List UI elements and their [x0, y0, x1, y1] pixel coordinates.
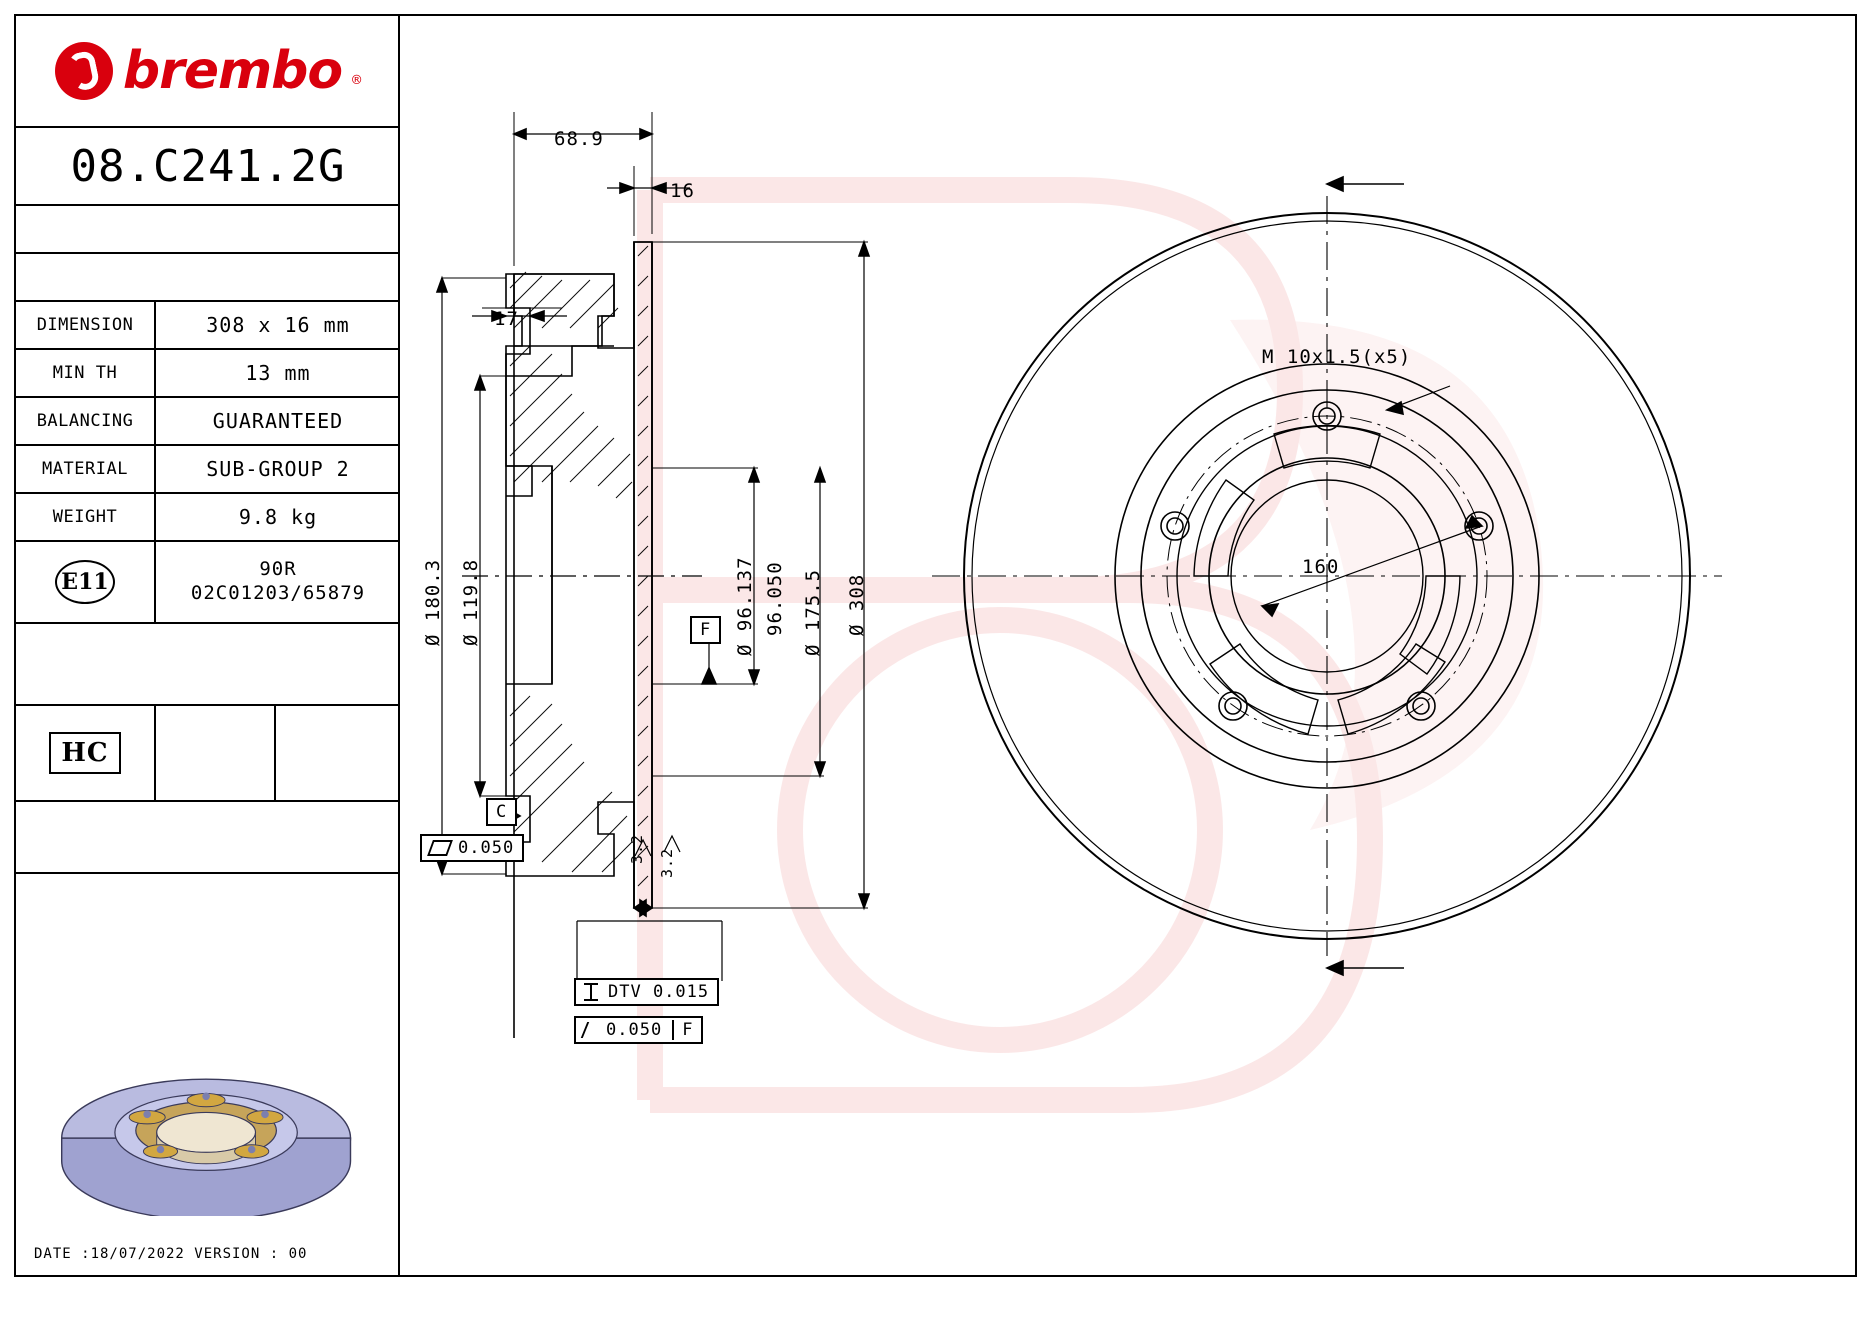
roughness-2: 3.2 — [658, 847, 676, 878]
runout-datum: F — [672, 1020, 693, 1040]
part-code — [16, 128, 400, 206]
approval-line-2: 02C01203/65879 — [190, 582, 366, 604]
blank-row-4 — [16, 802, 400, 874]
pcd-label: 160 — [1302, 556, 1340, 578]
roughness-1: 3.2 — [628, 833, 646, 864]
runout-symbol-icon — [581, 1022, 599, 1038]
dia-96-050: 96.050 — [764, 561, 786, 636]
dia-180-3: Ø 180.3 — [422, 558, 444, 646]
product-image — [16, 1026, 400, 1216]
datum-c: C — [486, 798, 517, 826]
thread-callout: M 10x1.5(x5) — [1262, 346, 1412, 368]
datum-f: F — [690, 616, 721, 644]
hc-badge-cell — [16, 706, 156, 800]
brand-wordmark: brembo — [122, 41, 343, 101]
spec-key: WEIGHT — [16, 494, 156, 540]
brembo-mark-icon — [55, 42, 113, 100]
dtv-value: DTV 0.015 — [608, 982, 710, 1002]
flatness-value: 0.050 — [458, 838, 515, 858]
spec-value: 13 mm — [245, 361, 311, 385]
spec-value: 9.8 kg — [238, 505, 318, 529]
parallelism-symbol-icon — [584, 983, 598, 1001]
hc-cell-3 — [276, 706, 400, 800]
spec-row-balancing — [16, 398, 400, 446]
dia-96-137: Ø 96.137 — [734, 556, 756, 656]
dia-308: Ø 308 — [846, 573, 868, 636]
spec-value: GUARANTEED — [212, 409, 344, 433]
spec-key: DIMENSION — [16, 302, 156, 348]
approval-values — [156, 542, 400, 622]
dim-16: 16 — [670, 180, 695, 202]
flatness-frame — [420, 834, 524, 862]
runout-frame — [574, 1016, 703, 1044]
approval-line-1: 90R — [259, 558, 297, 581]
brand-logo — [16, 16, 400, 128]
registered-mark: ® — [352, 71, 362, 89]
spec-key: BALANCING — [16, 398, 156, 444]
e11-badge-cell — [16, 542, 156, 622]
blank-row-1 — [16, 206, 400, 254]
spec-value: 308 x 16 mm — [206, 313, 350, 337]
blank-row-3 — [16, 624, 400, 706]
flatness-symbol-icon — [427, 840, 453, 856]
dia-119-8: Ø 119.8 — [460, 558, 482, 646]
dim-17: 17 — [494, 308, 519, 330]
e11-badge: E11 — [55, 560, 115, 604]
part-code-value: 08.C241.2G — [70, 140, 346, 192]
footer-date: DATE :18/07/2022 VERSION : 00 — [34, 1246, 308, 1262]
hc-cell-2 — [156, 706, 276, 800]
dim-68-9: 68.9 — [554, 128, 604, 150]
spec-row-material — [16, 446, 400, 494]
spec-key: MATERIAL — [16, 446, 156, 492]
runout-value: 0.050 — [606, 1020, 663, 1040]
spec-row-weight — [16, 494, 400, 542]
dia-175-5: Ø 175.5 — [802, 568, 824, 656]
spec-table — [16, 16, 400, 1275]
spec-value: SUB-GROUP 2 — [206, 457, 350, 481]
spec-key: MIN TH — [16, 350, 156, 396]
approval-row — [16, 542, 400, 624]
spec-row-dimension — [16, 302, 400, 350]
hc-badge: HC — [49, 732, 120, 774]
technical-drawing — [402, 16, 1857, 1275]
dtv-frame — [574, 978, 719, 1006]
hc-row — [16, 706, 400, 802]
blank-row-2 — [16, 254, 400, 302]
drawing-svg — [402, 16, 1857, 1275]
spec-row-min-th — [16, 350, 400, 398]
